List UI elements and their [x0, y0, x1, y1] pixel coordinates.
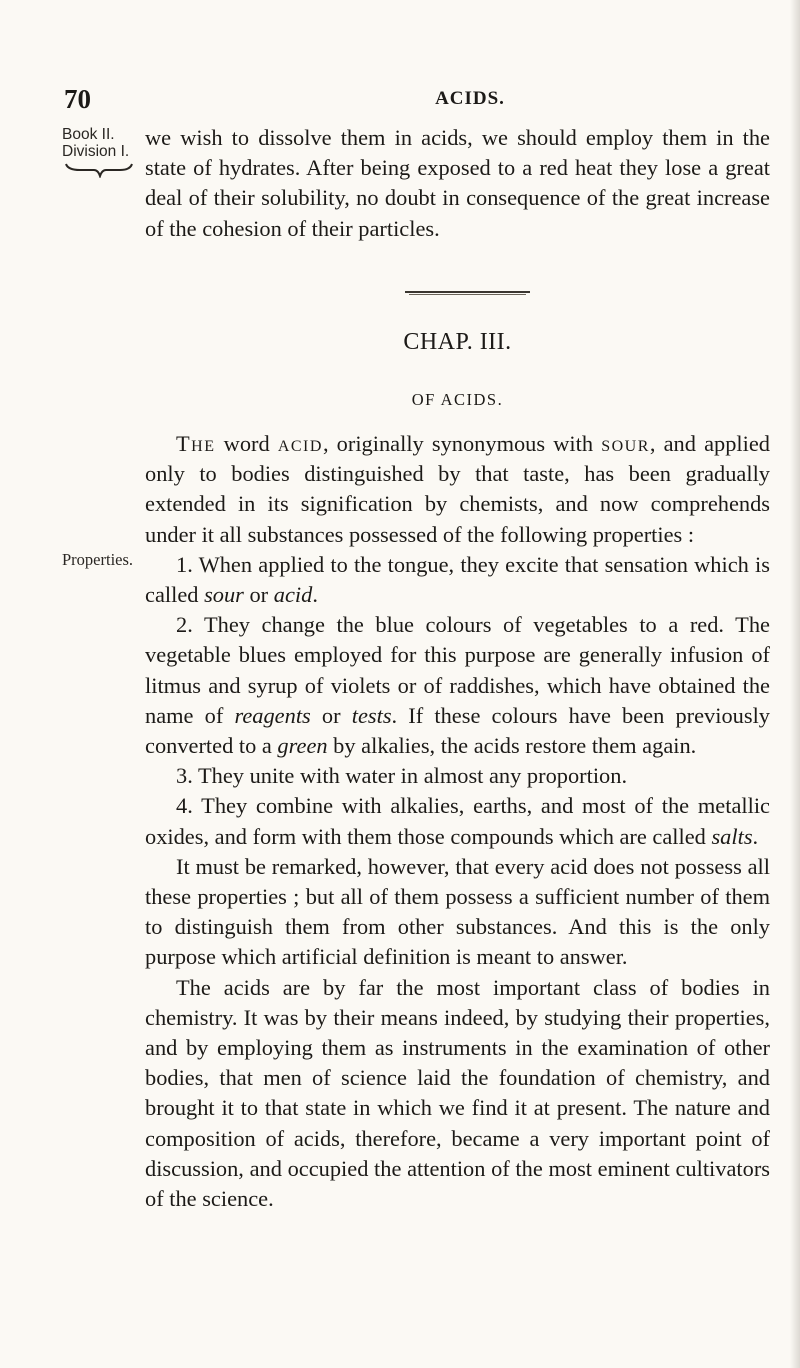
intro-lead-word: The: [176, 431, 216, 456]
running-title: ACIDS.: [435, 88, 505, 109]
margin-brace-icon: [64, 160, 134, 178]
opening-paragraph: [145, 123, 770, 244]
intro-paragraph: The word acid, originally synonymous with sour, and applied only to bodies distinguished by that taste, has been gradually extended in its signification by chemists, and now comprehends under it all substances possessed of the following properties :: [145, 431, 770, 547]
property-1: 1. When applied to the tongue, they excite that sensation which is called sour or acid.: [145, 551, 770, 608]
margin-note-book: Book II.: [62, 126, 115, 143]
property-2: 2. They change the blue colours of vegetables to a red. The vegetable blues employed for this purpose are generally infusion of litmus and syrup of violets or of raddishes, which have obtained the name of reagents or tests. If these colours have been previously converted to a green by alkalies, the acids restore them again.: [145, 612, 770, 759]
closing-paragraph: The acids are by far the most important class of bodies in chemistry. It was by their means indeed, by studying their properties, and by employing them as instruments in the examination of other bodies, that men of science laid the foundation of chemistry, and brought it to that state in which we find it at present. The nature and composition of acids, therefore, became a very important point of discussion, and occupied the attention of the most eminent cultivators of the science.: [145, 974, 770, 1212]
opening-paragraph-text: we wish to dissolve them in acids, we should employ them in the state of hydrates. After being exposed to a red heat they lose a great deal of their solubility, no doubt in consequence of the great increase of the cohesion of their particles.: [145, 125, 770, 241]
main-text: [145, 429, 770, 1214]
page-edge-shadow: [790, 0, 800, 1368]
running-head: [0, 84, 800, 114]
term-sour: sour: [601, 431, 650, 456]
margin-note-properties: Properties.: [62, 550, 134, 569]
remark-paragraph: It must be remarked, however, that every acid does not possess all these properties ; but all of them possess a sufficient number of them to distinguish them from other substances. And this is the only purpose which artificial definition is meant to answer.: [145, 853, 770, 970]
property-4: 4. They combine with alkalies, earths, and most of the metallic oxides, and form with them those compounds which are called salts.: [145, 793, 770, 849]
term-acid: acid: [277, 431, 323, 456]
chapter-divider: [405, 291, 530, 296]
margin-note-division: Division I.: [62, 143, 130, 160]
chapter-title: CHAP. III.: [403, 329, 512, 355]
page-number: 70: [64, 84, 91, 114]
property-3: 3. They unite with water in almost any proportion.: [176, 763, 628, 789]
chapter-subtitle: OF ACIDS.: [411, 390, 504, 409]
